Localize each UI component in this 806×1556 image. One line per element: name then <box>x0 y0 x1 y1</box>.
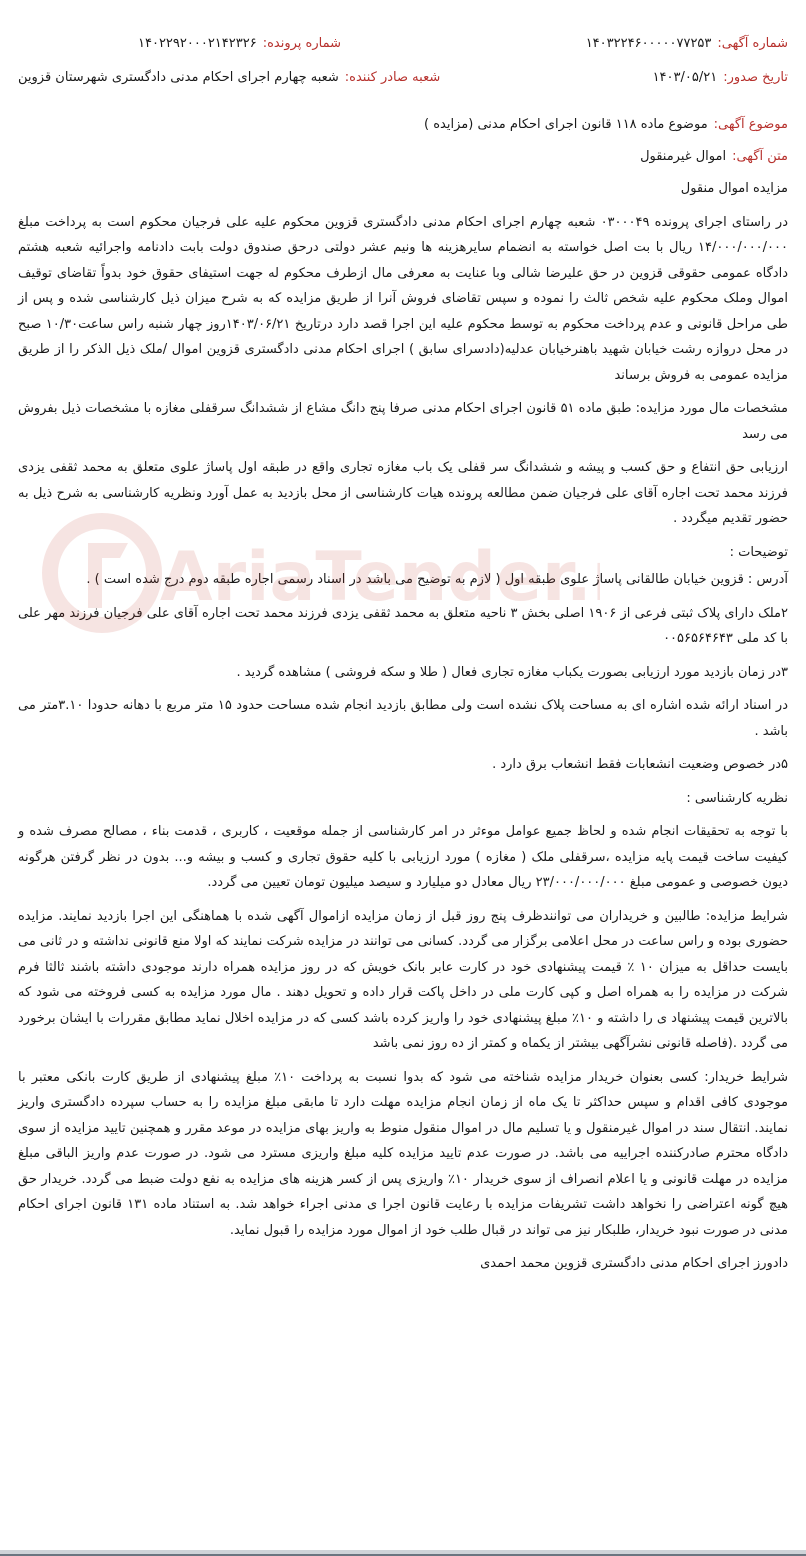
issuer-value: شعبه چهارم اجرای احکام مدنی دادگستری شهرستان قزوین <box>18 70 339 85</box>
issue-date-label: تاریخ صدور: <box>723 70 788 85</box>
watermark-text: AriaTender. <box>160 538 592 617</box>
ad-text-row <box>18 146 788 168</box>
body-paragraph-appraisal: ارزیابی حق انتفاع و حق کسب و پیشه و ششدانگ سر قفلی یک باب مغازه تجاری واقع در طبقه اول پاساژ علوی متعلق به محمد ثقفی یزدی فرزند محمد تحت اجاره آقای علی فرجیان ضمن مطالعه پرونده هیات کارشناسی از محل بازدید به عمل آورد ونظریه کارشناسی به شرح ذیل به حضور تقدیم میگردد . <box>18 460 788 526</box>
header-row-1 <box>18 34 788 54</box>
header-row-2 <box>18 68 788 88</box>
body-paragraph-property-spec: مشخصات مال مورد مزایده: طبق ماده ۵۱ قانون اجرای احکام مدنی صرفا پنج دانگ مشاع از ششدانگ سرقفلی مغازه با مشخصات ذیل بفروش می رسد <box>18 401 789 442</box>
subject-label: موضوع آگهی: <box>713 117 788 132</box>
ad-number <box>586 34 788 54</box>
body-note-visit: ۳در زمان بازدید مورد ارزیابی بصورت یکباب مغازه تجاری فعال ( طلا و سکه فروشی ) مشاهده گردید . <box>236 664 788 680</box>
body-note-address: آدرس : قزوین خیابان طالقانی پاساژ علوی طبقه اول ( لازم به توضیح می باشد در اسناد رسمی اجاره طبقه دوم درج شده است ) . <box>86 572 788 587</box>
ad-text-label: متن آگهی: <box>732 149 788 164</box>
ad-number-label: شماره آگهی: <box>717 36 788 51</box>
body-signature: دادورز اجرای احکام مدنی دادگستری قزوین محمد احمدی <box>480 1256 788 1271</box>
notice-body <box>18 176 788 1277</box>
issuer <box>18 68 440 88</box>
file-number <box>138 34 341 54</box>
subject-value: موضوع ماده ۱۱۸ قانون اجرای احکام مدنی (مزایده ) <box>424 117 708 132</box>
issue-date <box>653 68 788 88</box>
issue-date-value: ۱۴۰۳/۰۵/۲۱ <box>652 70 718 85</box>
ad-number-value: ۱۴۰۳۲۲۴۶۰۰۰۰۰۷۷۲۵۳ <box>585 36 712 51</box>
body-note-utilities: ۵در خصوص وضعیت انشعابات فقط انشعاب برق دارد . <box>492 757 788 772</box>
file-number-value: ۱۴۰۲۲۹۲۰۰۰۲۱۴۲۳۲۶ <box>138 36 257 51</box>
file-number-label: شماره پرونده: <box>262 36 341 51</box>
body-paragraph-intro: در راستای اجرای پرونده ۰۳۰۰۰۴۹ شعبه چهارم اجرای احکام مدنی دادگستری قزوین محکوم علیه علی فرجیان محکوم است به پرداخت مبلغ ۱۴/۰۰۰/۰۰۰/۰۰۰ ریال با بت اصل خواسته به انضمام سایرهزینه ها ونیم عشر دولتی درحق صندوق دولت بابت دادنامه واجرائیه شعبه هشتم دادگاه عمومی حقوقی قزوین در حق علیرضا شالی وبا عنایت به معرفی مال ازطرف محکوم له جهت استیفای حقوق خود بدواً تقاضای توقیف اموال وملک محکوم علیه شخص ثالث را نموده و سپس تقاضای فروش آنرا از طریق مزایده که به شرح میزان ذیل کارشناسی شده و پس از طی مراحل قانونی و عدم پرداخت محکوم به توسط محکوم علیه این اجرا قصد دارد درتاریخ ۱۴۰۳/۰۶/۲۱روز چهار شنبه راس ساعت۱۰/۳۰ صبح در محل دروازه رشت خیابان شهید باهنرخیابان عدلیه(دادسرای سابق ) اجرای احکام مدنی دادگستری قزوین اموال /ملک ذیل الذکر را از طریق مزایده عمومی به فروش برساند <box>18 214 788 383</box>
body-auction-conditions: شرایط مزایده: طالبین و خریداران می توانندظرف پنج روز قبل از زمان مزایده ازاموال آگهی شده با هماهنگی این اجرا بازدید نمایند. مزایده حضوری بوده و راس ساعت در محل اعلامی برگزار می گردد. کسانی می توانند در مزایده شرکت نمایند که اولا منع قانونی نداشته و در ثانی می بایست حداقل به میزان ۱۰ ٪ قیمت پیشنهادی خود در کارت عابر بانک خویش که در روز مزایده همراه دارند موجودی داشته باشند ثالثا فرم شرکت در مزایده را به همراه اصل و کپی کارت ملی در داخل پاکت قرار داده و تحویل دهند . مال مورد مزایده به کسی فروخته می شود که بالاترین قیمت پیشنهاد ی را داشته و ۱۰٪ مبلغ پیشنهادی خود را واریز کرده باشد کسی که در مزایده اخلال نماید مطابق مقررات با ایشان برخورد می گردد .(فاصله قانونی نشرآگهی بیشتر از یکماه و کمتر از ده روز نمی باشد <box>18 908 788 1051</box>
ad-text-value: اموال غیرمنقول <box>640 149 727 164</box>
body-notes-heading: توضیحات : <box>729 544 788 560</box>
subject-row <box>18 114 788 136</box>
issuer-label: شعبه صادر کننده: <box>344 70 441 85</box>
body-note-area: در اسناد ارائه شده اشاره ای به مساحت پلاک نشده است ولی مطابق بازدید انجام شده مساحت حدود ۱۵ متر مربع با دهانه حدودا ۳.۱۰متر می باشد . <box>18 698 788 739</box>
body-expert-opinion: با توجه به تحقیقات انجام شده و لحاظ جمیع عوامل موءثر در امر کارشناسی از جمله موقعیت ، کاربری ، قدمت بناء ، مصالح مصرف شده و کیفیت ساخت قیمت پایه مزایده ،سرقفلی ملک ( مغازه ) مورد ارزیابی با کلیه حقوق تجاری و کسب و بیشه و... بدون در نظر گرفتن هرگونه دیون خصوصی و عمومی مبلغ ۲۳/۰۰۰/۰۰۰/۰۰۰ ریال معادل دو میلیارد و سیصد میلیون تومان تعیین می گردد. <box>18 824 788 890</box>
body-expert-opinion-heading: نظریه کارشناسی : <box>686 790 788 806</box>
body-note-plate: ۲ملک دارای پلاک ثبتی فرعی از ۱۹۰۶ اصلی بخش ۳ ناحیه متعلق به محمد ثقفی یزدی فرزند محمد تحت اجاره آقای علی فرجیان فرزند مهر علی با کد ملی ۰۰۵۶۵۶۴۶۴۳ <box>18 605 788 646</box>
body-buyer-conditions: شرایط خریدار: کسی بعنوان خریدار مزایده شناخته می شود که بدوا نسبت به پرداخت ۱۰٪ مبلغ پیشنهادی از طریق کارت بانکی معتبر با موجودی کافی اقدام و سپس حداکثر تا یک ماه از زمان انجام مزایده مهلت دارد تا مابقی مبلغ مزایده را به حساب سپرده دادگستری واریز نمایند. انتقال سند در اموال غیرمنقول و یا تسلیم مال در اموال منقول منوط به واریز بهای مزایده در موعد مقرر و همچنین تایید مزایده از سوی دادگاه محترم صادرکننده اجراییه می باشد. در صورت عدم تایید مزایده کلیه مبلغ واریزی مسترد می شود. در صورت عدم واریز الباقی مبلغ مزایده در مهلت قانونی و یا اعلام انصراف از سوی خریدار ۱۰٪ واریزی پس از کسر هزینه های مزایده به نفع دولت ضبط می گردد. خریدار حق هیچ گونه اعتراضی را نخواهد داشت تشریفات مزایده با رعایت قانون اجرا ی مدنی اجراء خواهد شد. به استناد ماده ۱۳۱ قانون اجرای احکام مدنی در صورت نبود خریدار، طلبکار نیز می تواند در قبال طلب خود از اموال مورد مزایده را قبول نماید. <box>18 1069 788 1238</box>
body-heading: مزایده اموال منقول <box>680 181 788 196</box>
